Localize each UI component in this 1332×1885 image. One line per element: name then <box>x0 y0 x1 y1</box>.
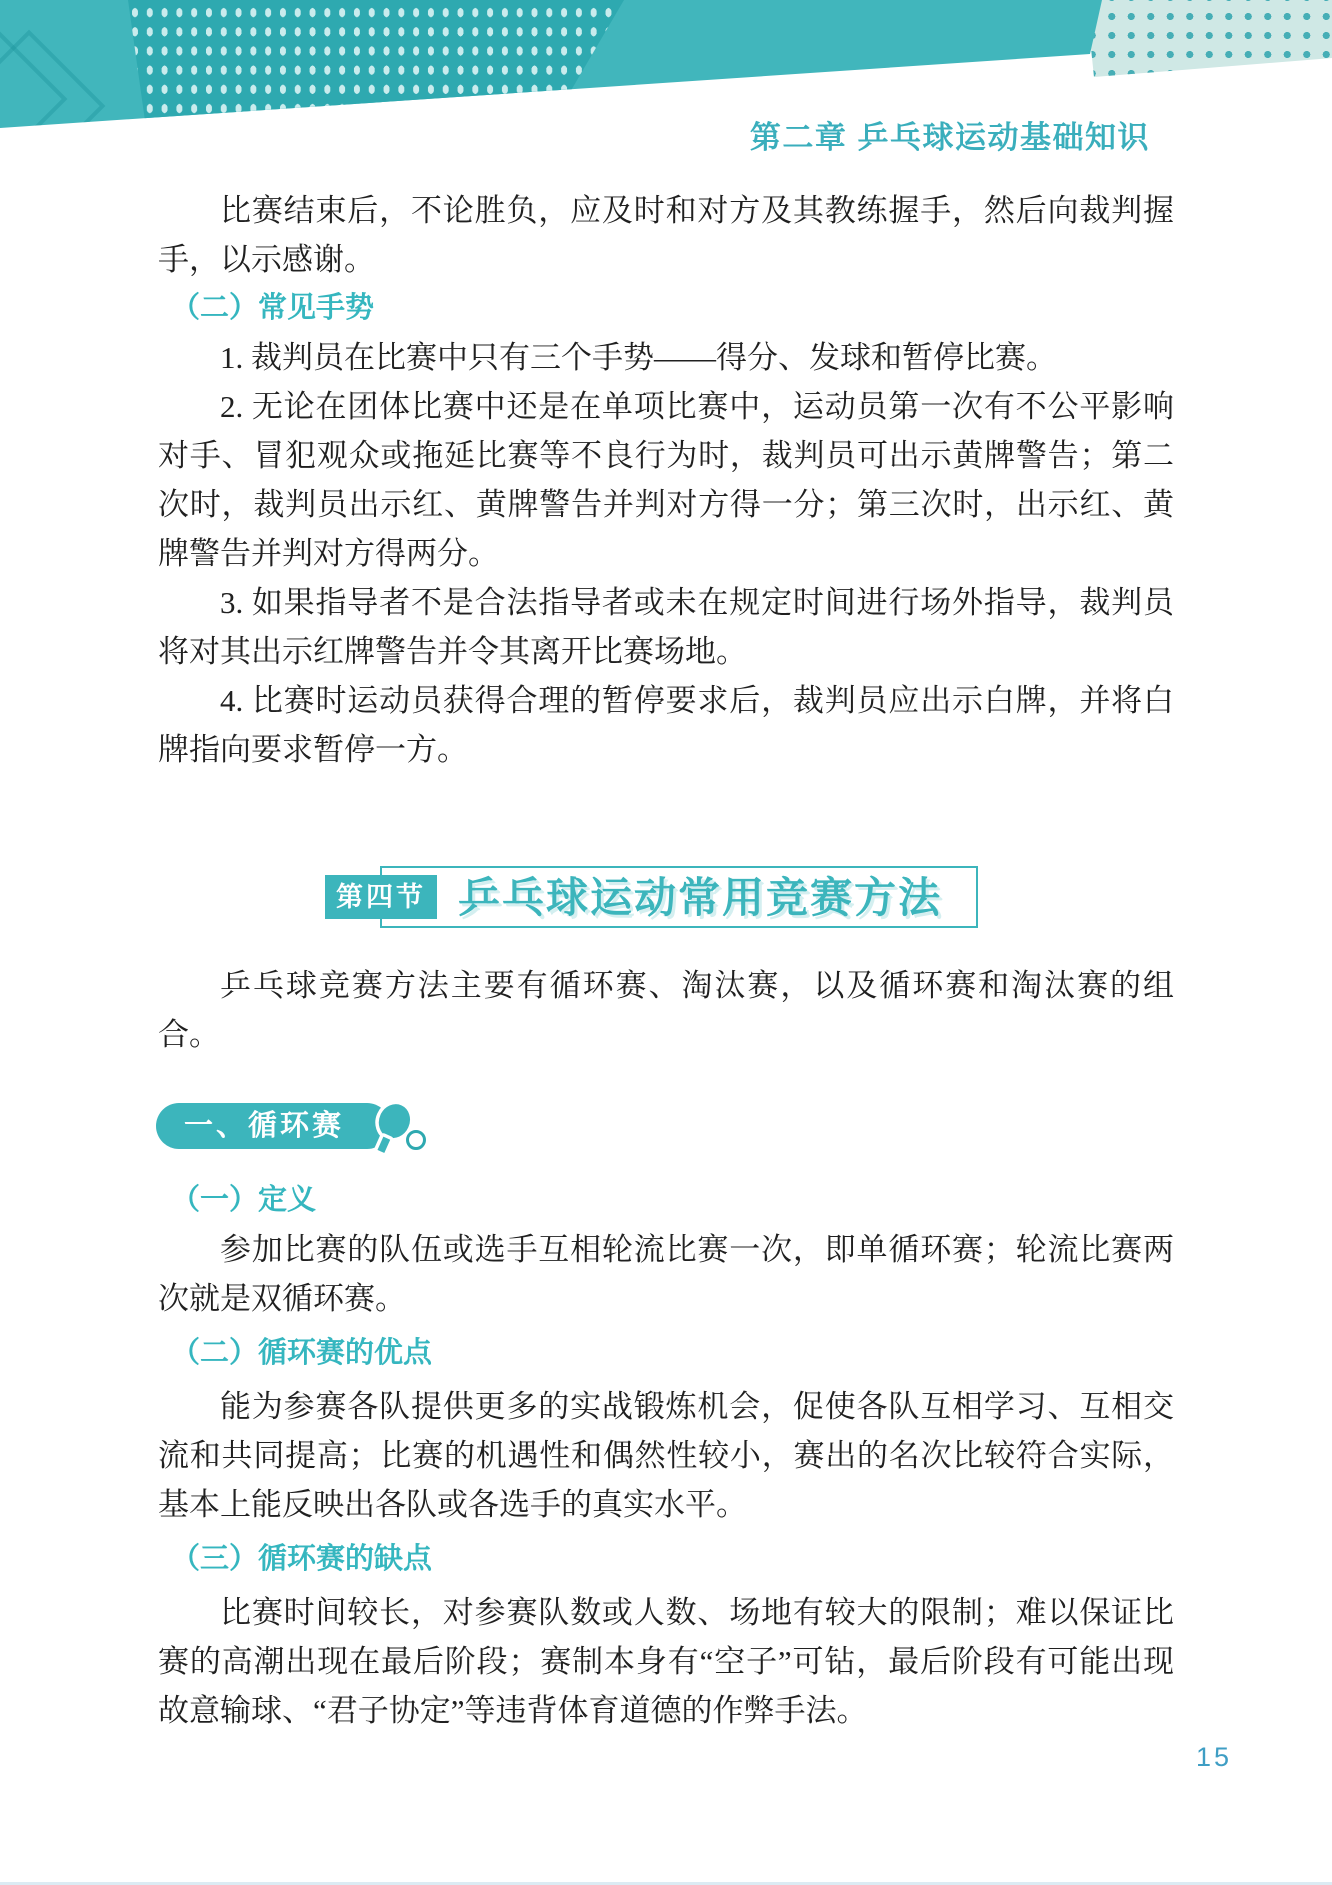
closing-paragraph: 比赛结束后，不论胜负，应及时和对方及其教练握手，然后向裁判握手，以示感谢。 <box>158 193 1174 277</box>
section-title: 乒乓球运动常用竞赛方法 <box>458 873 943 921</box>
subsection-heading-advantages: （二）循环赛的优点 <box>171 1337 433 1369</box>
round-robin-badge-label: 一、循环赛 <box>184 1109 345 1142</box>
gesture-item: 1. 裁判员在比赛中只有三个手势——得分、发球和暂停比赛。 <box>220 340 1057 375</box>
subsection-heading-gestures: （二）常见手势 <box>171 292 375 324</box>
page-content <box>158 186 1174 1735</box>
chevron-right-icon <box>0 30 105 183</box>
ping-pong-paddle-icon <box>354 1096 432 1158</box>
advantages-paragraph: 能为参赛各队提供更多的实战锻炼机会，促使各队互相学习、互相交流和共同提高；比赛的机遇性和偶然性较小，赛出的名次比较符合实际，基本上能反映出各队或各选手的真实水平。 <box>158 1389 1174 1522</box>
round-robin-badge <box>156 1103 390 1149</box>
section-label: 第四节 <box>325 875 437 919</box>
chapter-title: 第二章 乒乓球运动基础知识 <box>749 120 1150 155</box>
gesture-item: 4. 比赛时运动员获得合理的暂停要求后，裁判员应出示白牌，并将白牌指向要求暂停一方。 <box>158 683 1174 767</box>
gesture-item: 3. 如果指导者不是合法指导者或未在规定时间进行场外指导，裁判员将对其出示红牌警告并令其离开比赛场地。 <box>158 585 1174 669</box>
disadvantages-paragraph: 比赛时间较长，对参赛队数或人数、场地有较大的限制；难以保证比赛的高潮出现在最后阶段；赛制本身有“空子”可钻，最后阶段有可能出现故意输球、“君子协定”等违背体育道德的作弊手法。 <box>158 1595 1174 1728</box>
gesture-item: 2. 无论在团体比赛中还是在单项比赛中，运动员第一次有不公平影响对手、冒犯观众或拖延比赛等不良行为时，裁判员可出示黄牌警告；第二次时，裁判员出示红、黄牌警告并判对方得一分；第三次时，出示红、黄牌警告并判对方得两分。 <box>158 389 1174 571</box>
page-number: 15 <box>1196 1742 1233 1772</box>
definition-paragraph: 参加比赛的队伍或选手互相轮流比赛一次，即单循环赛；轮流比赛两次就是双循环赛。 <box>158 1232 1174 1316</box>
subsection-heading-disadvantages: （三）循环赛的缺点 <box>171 1543 433 1575</box>
subsection-heading-definition: （一）定义 <box>171 1184 317 1216</box>
section-banner <box>336 866 978 928</box>
intro-paragraph: 乒乓球竞赛方法主要有循环赛、淘汰赛，以及循环赛和淘汰赛的组合。 <box>158 968 1174 1052</box>
